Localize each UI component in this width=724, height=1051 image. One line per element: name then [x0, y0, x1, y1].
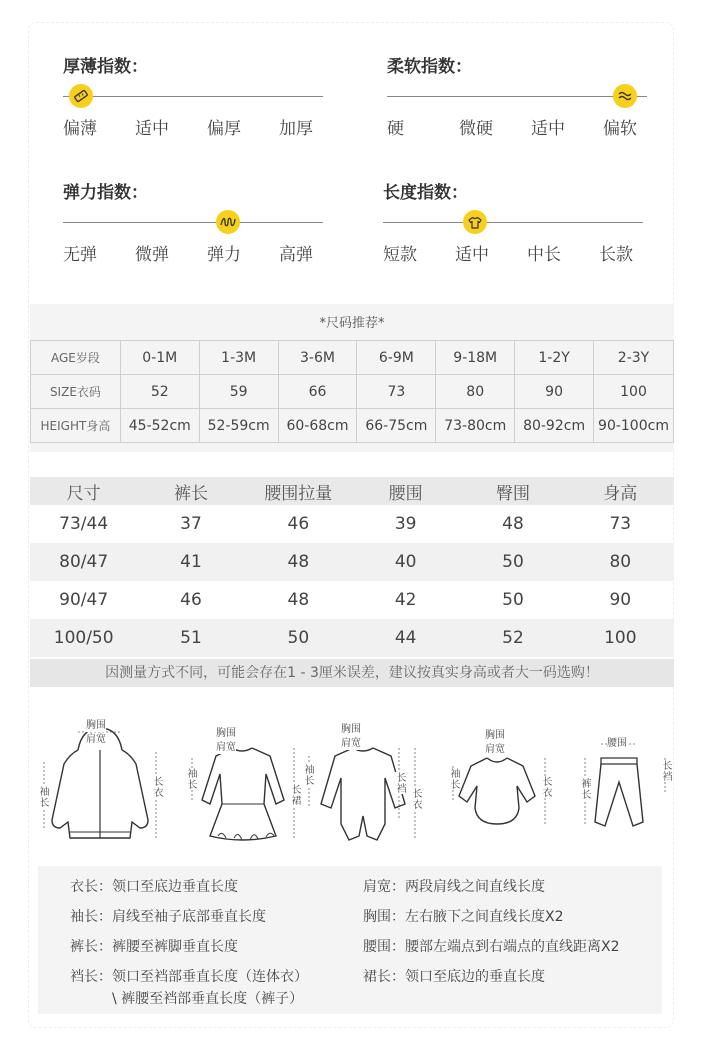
table-cell: 1-3M [199, 341, 278, 375]
legend-item: \ 裤腰至裆部垂直长度（裤子） [112, 991, 304, 1007]
table-cell: 42 [394, 590, 417, 610]
index-scale-line [63, 222, 323, 223]
crotch-length-label: 长裆 [394, 772, 405, 794]
table-cell: 73/44 [59, 514, 109, 534]
table-cell: 48 [287, 590, 310, 610]
shoulder-label: 肩宽 [341, 738, 361, 749]
table-cell: 100 [594, 375, 674, 409]
legend-item: 裆长：领口至裆部垂直长度（连体衣） [70, 969, 308, 985]
row-header: SIZE衣码 [31, 375, 121, 409]
index-option: 偏软 [603, 119, 637, 139]
clothes-length-label: 长衣 [151, 776, 162, 798]
size-recommendation-panel [30, 304, 674, 452]
table-cell: 3-6M [278, 341, 357, 375]
column-header: 尺寸 [66, 483, 101, 504]
index-option: 偏厚 [207, 119, 241, 139]
pants-length-label: 裤长 [579, 778, 590, 800]
tshirt-icon [463, 210, 487, 234]
table-cell: 37 [180, 514, 202, 534]
table-cell: 46 [180, 590, 202, 610]
shoulder-label: 肩宽 [485, 744, 505, 755]
index-option: 适中 [455, 245, 489, 265]
row-header: AGE岁段 [31, 341, 121, 375]
index-option: 长款 [599, 245, 633, 265]
romper-diagram [295, 712, 435, 852]
table-cell: 44 [394, 628, 417, 648]
index-options [63, 114, 353, 139]
dress-icon [180, 712, 310, 852]
column-header: 裤长 [173, 483, 208, 504]
table-cell: 2-3Y [594, 341, 674, 375]
index-option: 短款 [383, 245, 417, 265]
table-row [31, 375, 674, 409]
table-row [30, 543, 674, 581]
legend-item: 胸围：左右腋下之间直线长度X2 [363, 909, 564, 925]
index-options [63, 240, 353, 265]
jacket-icon [30, 712, 165, 852]
table-cell: 73 [609, 514, 632, 534]
table-cell: 80/47 [59, 552, 109, 572]
sleeve-label: 袖长 [302, 764, 313, 786]
table-row [30, 581, 674, 619]
table-cell: 1-2Y [515, 341, 594, 375]
table-cell: 66 [278, 375, 357, 409]
legend-item: 袖长：肩线至袖子底部垂直长度 [70, 909, 266, 925]
legend-item: 裤长：裤腰至裤脚垂直长度 [70, 939, 238, 955]
sleeve-label: 袖长 [37, 786, 48, 808]
table-cell: 60-68cm [278, 409, 357, 443]
table-cell: 52 [502, 628, 524, 648]
table-cell: 90/47 [59, 590, 109, 610]
index-option: 偏薄 [63, 119, 97, 139]
measurement-diagrams [30, 712, 674, 852]
table-cell: 39 [394, 514, 417, 534]
table-cell: 90 [515, 375, 594, 409]
table-cell: 9-18M [436, 341, 515, 375]
size-recommendation-title: *尺码推荐* [319, 316, 385, 331]
index-option: 中长 [527, 245, 561, 265]
bodysuit-diagram [445, 712, 565, 852]
table-cell: 80 [609, 552, 632, 572]
clothes-length-label: 长衣 [410, 788, 421, 810]
table-cell: 41 [180, 552, 202, 572]
table-cell: 0-1M [120, 341, 199, 375]
chest-label: 胸围 [86, 720, 106, 731]
sleeve-label: 袖长 [448, 768, 459, 790]
legend-item: 衣长：领口至底边垂直长度 [70, 879, 238, 895]
index-option: 适中 [135, 119, 169, 139]
romper-icon [295, 712, 435, 852]
table-cell: 100/50 [53, 628, 114, 648]
table-row [31, 341, 674, 375]
table-cell: 80-92cm [515, 409, 594, 443]
legend-item: 裙长：领口至底边的垂直长度 [363, 969, 545, 985]
table-cell: 46 [287, 514, 310, 534]
crotch-length-label: 长裆 [660, 760, 671, 782]
table-cell: 73 [357, 375, 436, 409]
table-row [30, 619, 674, 657]
index-option: 无弹 [63, 245, 97, 265]
table-cell: 66-75cm [357, 409, 436, 443]
table-cell: 50 [287, 628, 310, 648]
legend-item: 腰围：腰部左端点到右端点的直线距离X2 [363, 939, 620, 955]
table-cell: 52-59cm [199, 409, 278, 443]
index-option: 加厚 [279, 119, 313, 139]
waist-label: 腰围 [607, 738, 627, 749]
table-cell: 50 [502, 590, 524, 610]
table-cell: 50 [502, 552, 524, 572]
table-cell: 51 [180, 628, 202, 648]
index-option: 硬 [387, 119, 404, 139]
column-header: 腰围拉量 [264, 483, 333, 504]
sleeve-label: 袖长 [185, 768, 196, 790]
table-cell: 80 [436, 375, 515, 409]
row-header: HEIGHT身高 [31, 409, 121, 443]
index-scale-line [387, 96, 647, 97]
table-cell: 40 [394, 552, 417, 572]
clothes-length-label: 长衣 [540, 776, 551, 798]
index-options [387, 114, 677, 139]
table-row [30, 505, 674, 543]
table-cell: 100 [604, 628, 637, 648]
shoulder-label: 肩宽 [216, 742, 236, 753]
table-row [31, 409, 674, 443]
index-title: 长度指数： [383, 183, 468, 203]
measurement-table [30, 477, 674, 657]
jacket-diagram [30, 712, 165, 852]
index-option: 适中 [531, 119, 565, 139]
chest-label: 胸围 [216, 728, 236, 739]
index-title: 弹力指数： [63, 183, 148, 203]
column-header: 身高 [603, 483, 638, 504]
size-recommendation-table [30, 340, 674, 443]
index-option: 弹力 [207, 245, 241, 265]
index-option: 微弹 [135, 245, 169, 265]
chest-label: 胸围 [485, 730, 505, 741]
measurement-legend [38, 866, 662, 1014]
ruler-icon [69, 84, 93, 108]
shoulder-label: 肩宽 [86, 734, 106, 745]
dress-diagram [180, 712, 310, 852]
table-cell: 73-80cm [436, 409, 515, 443]
table-cell: 90 [609, 590, 632, 610]
index-title: 厚薄指数： [63, 57, 148, 77]
legend-item: 肩宽：两段肩线之间直线长度 [363, 879, 545, 895]
wave-icon [613, 84, 637, 108]
column-header: 臀围 [495, 483, 530, 504]
table-header-row [30, 477, 674, 505]
column-header: 腰围 [388, 483, 423, 504]
index-options [383, 240, 673, 265]
pants-diagram [575, 712, 674, 852]
spring-icon [216, 210, 240, 234]
table-cell: 52 [120, 375, 199, 409]
index-option: 高弹 [279, 245, 313, 265]
index-title: 柔软指数： [387, 57, 472, 77]
table-cell: 45-52cm [120, 409, 199, 443]
table-cell: 59 [199, 375, 278, 409]
index-option: 微硬 [459, 119, 493, 139]
skirt-length-label: 长裙 [289, 784, 300, 806]
table-cell: 6-9M [357, 341, 436, 375]
table-cell: 90-100cm [594, 409, 674, 443]
index-scale-line [383, 222, 643, 223]
index-scale-line [63, 96, 323, 97]
measurement-note: 因测量方式不同，可能会存在1 - 3厘米误差，建议按真实身高或者大一码选购！ [30, 659, 674, 687]
table-cell: 48 [502, 514, 524, 534]
chest-label: 胸围 [341, 724, 361, 735]
table-cell: 48 [287, 552, 310, 572]
